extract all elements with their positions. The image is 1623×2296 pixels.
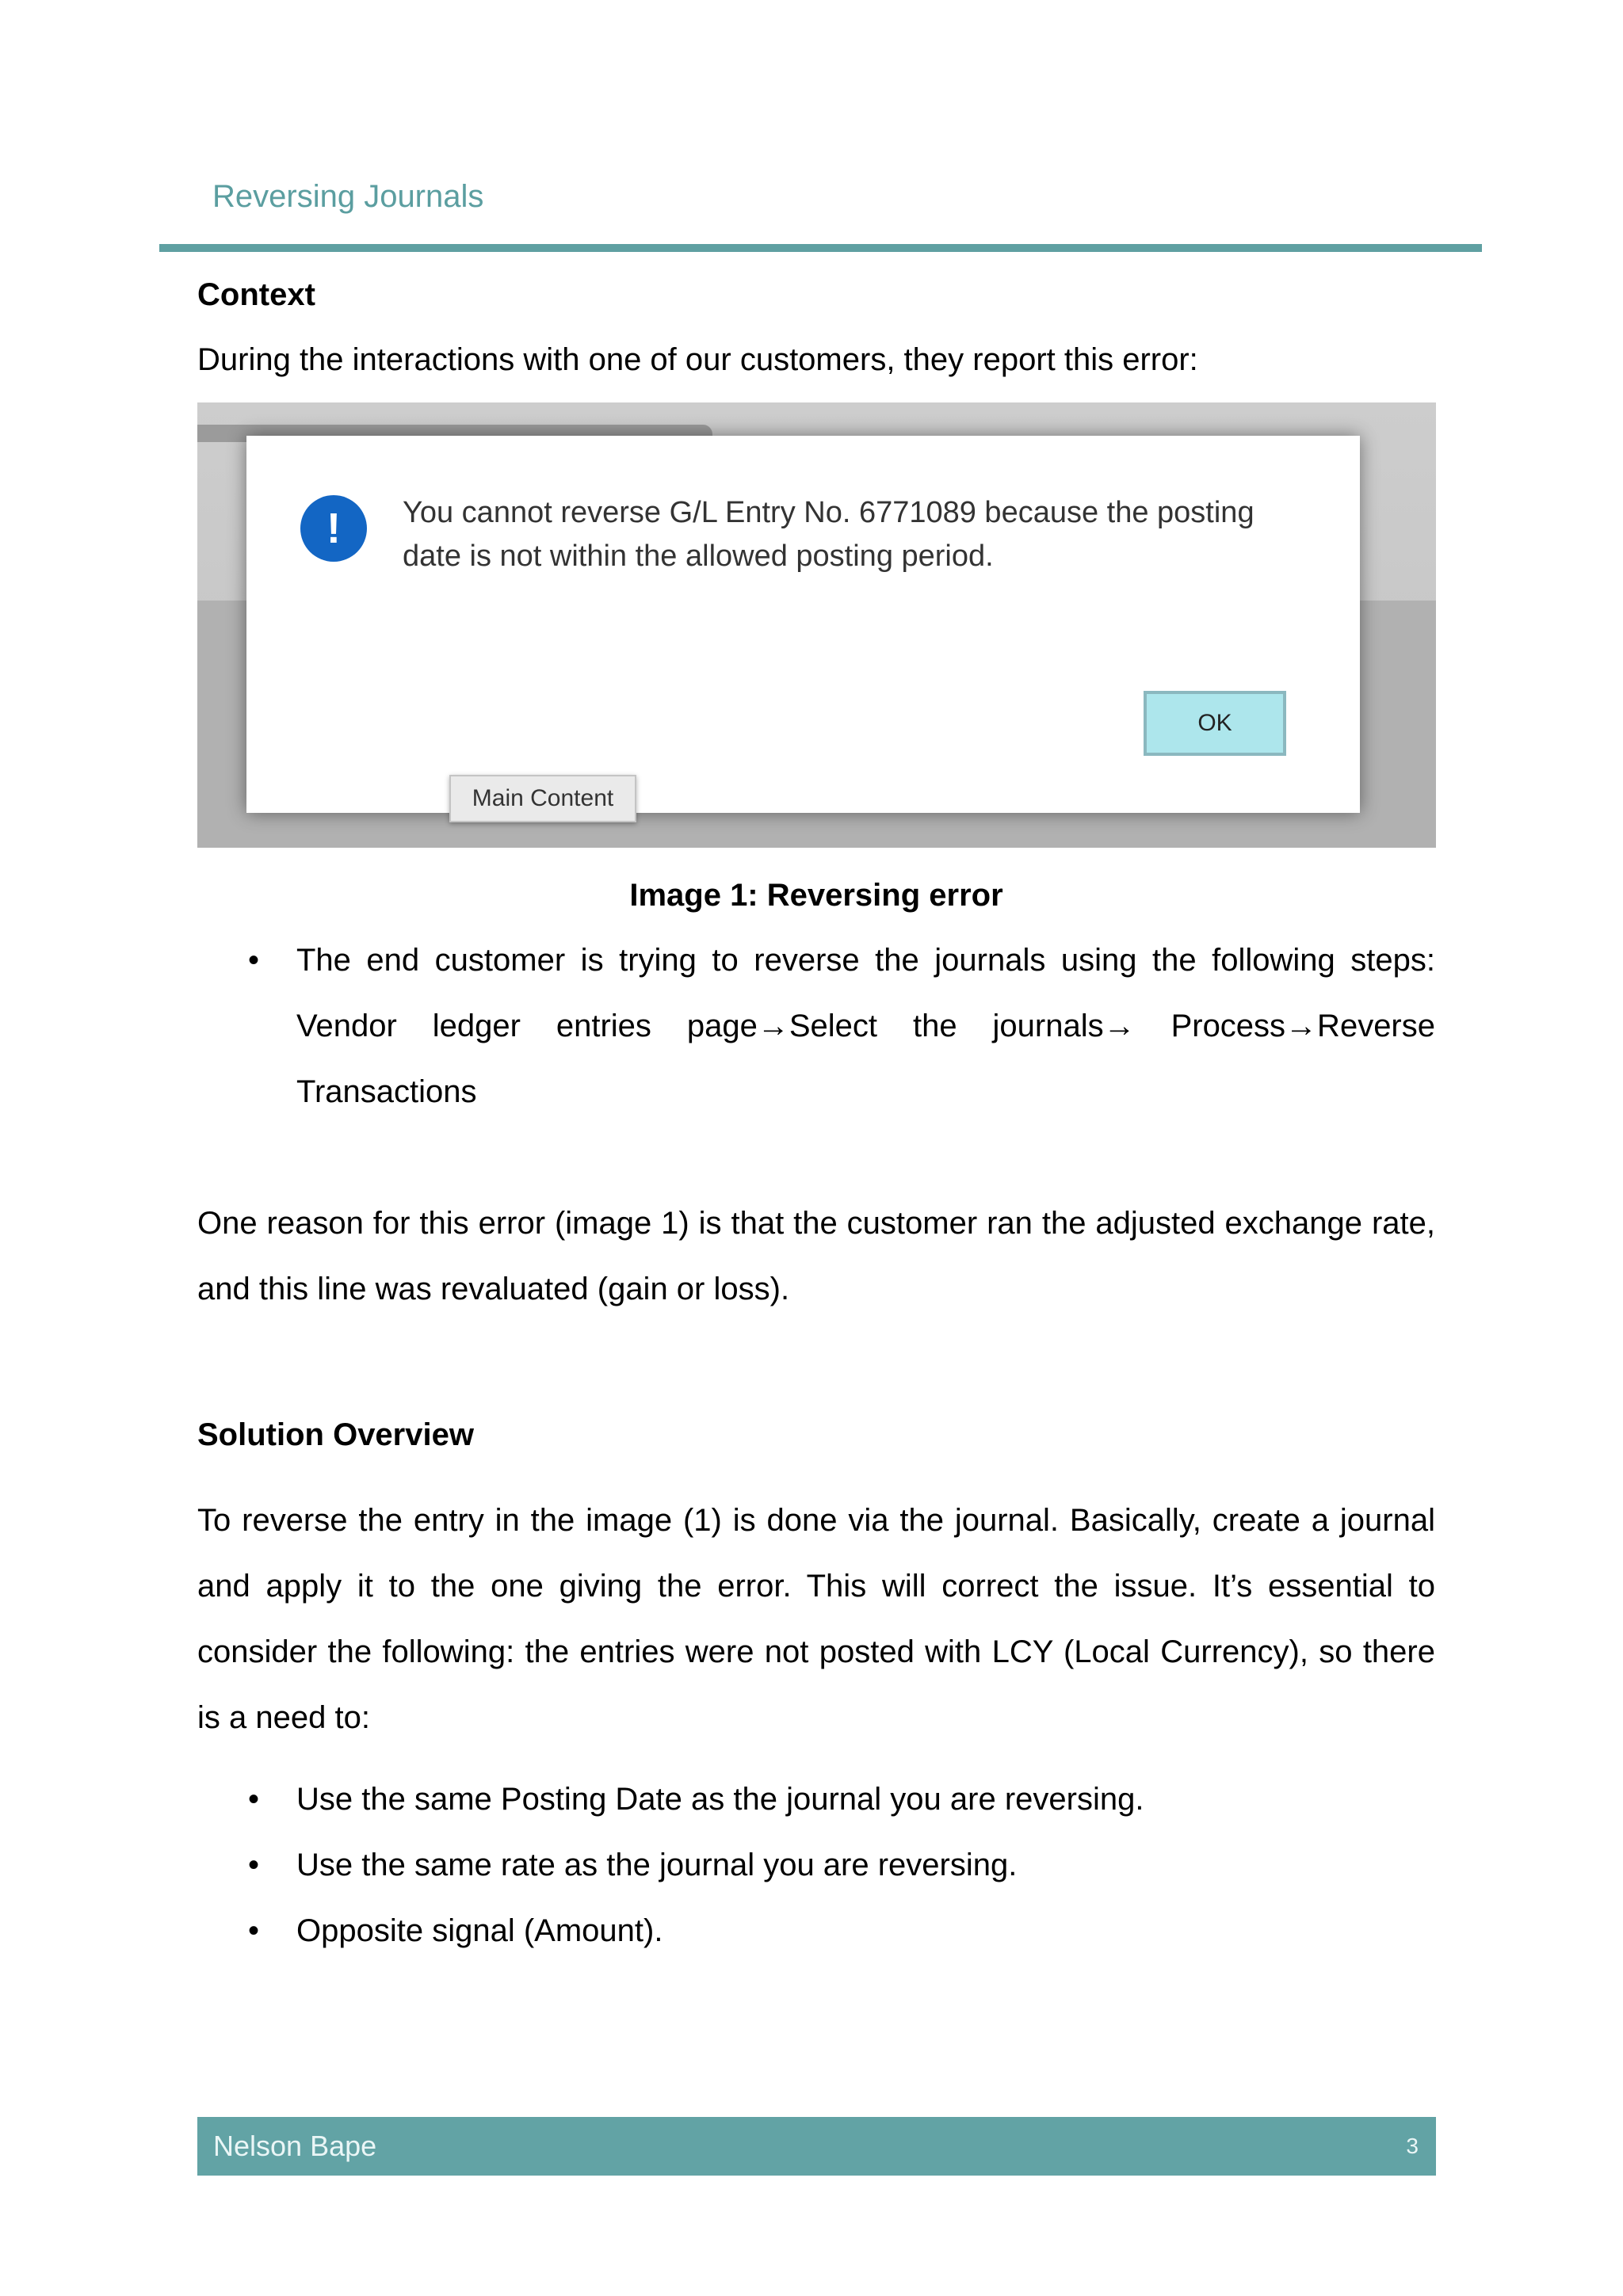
ok-button[interactable]: OK <box>1144 691 1286 756</box>
solution-bullet: • Use the same rate as the journal you are reversing. <box>197 1833 1435 1898</box>
error-dialog <box>246 436 1360 813</box>
solution-bullet: • Use the same Posting Date as the journal you are reversing. <box>197 1767 1435 1833</box>
steps-bullet: • The end customer is trying to reverse the journals using the following steps: Vendor ledger entries page→Select the journals→ Process→Reverse Transactions <box>197 928 1435 1125</box>
footer-author: Nelson Bape <box>213 2130 377 2162</box>
steps-list <box>197 928 1435 1125</box>
exclamation-icon: ! <box>300 495 367 562</box>
solution-heading: Solution Overview <box>197 1417 474 1452</box>
running-header-title: Reversing Journals <box>212 179 484 214</box>
page-number: 3 <box>1406 2134 1419 2158</box>
error-screenshot <box>197 402 1436 848</box>
image-caption: Image 1: Reversing error <box>629 878 1003 913</box>
reason-paragraph: One reason for this error (image 1) is that the customer ran the adjusted exchange rate, and this line was revaluated (gain or loss). <box>197 1206 1435 1306</box>
solution-bullet: • Opposite signal (Amount). <box>197 1898 1435 1964</box>
solution-paragraph: To reverse the entry in the image (1) is done via the journal. Basically, create a journal and apply it to the one giving the error. This will correct the issue. It’s essential to consider the following: the entries were not posted with LCY (Local Currency), so there is a need to: <box>197 1503 1435 1735</box>
solution-bullets <box>197 1767 1435 1964</box>
header-rule <box>159 244 1482 252</box>
main-content-tooltip: Main Content <box>449 775 636 822</box>
dialog-message: You cannot reverse G/L Entry No. 6771089 because the posting date is not within the allowed posting period. <box>403 496 1254 573</box>
context-heading: Context <box>197 277 315 312</box>
page-footer <box>197 2117 1436 2176</box>
context-intro: During the interactions with one of our customers, they report this error: <box>197 342 1198 377</box>
